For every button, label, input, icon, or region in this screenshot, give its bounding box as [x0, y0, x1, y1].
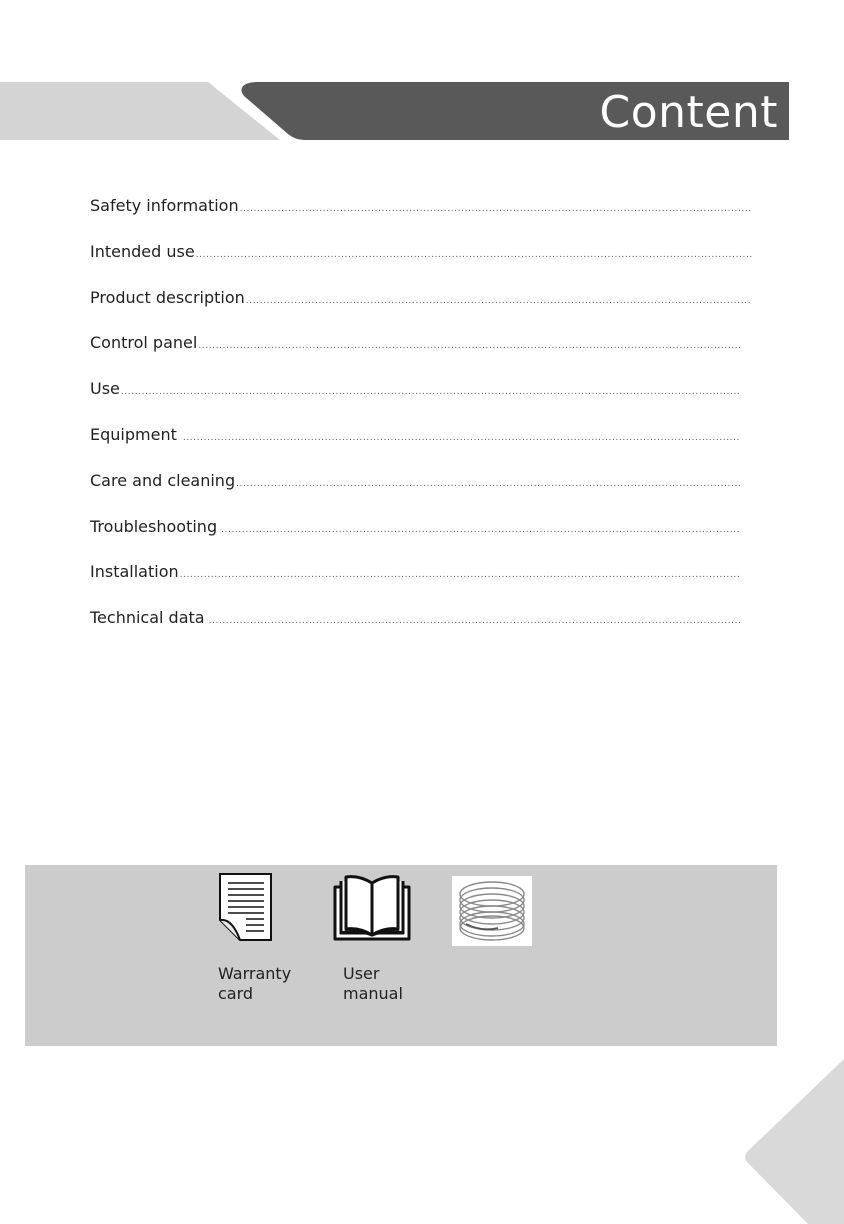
user-manual-label: User manual — [343, 964, 403, 1003]
toc-item-label: Safety information — [90, 196, 239, 215]
toc-leader-dots — [236, 472, 740, 496]
header-light-tab — [0, 82, 280, 140]
toc-item-control-panel[interactable] — [90, 331, 752, 377]
warranty-card-icon — [218, 872, 274, 942]
page-corner-tab — [744, 1059, 844, 1224]
toc-item-technical-data[interactable] — [90, 606, 752, 652]
warranty-card-label: Warranty card — [218, 964, 292, 1003]
toc-item-troubleshooting[interactable] — [90, 515, 752, 561]
toc-item-label: Intended use — [90, 241, 195, 261]
toc-item-product-description[interactable] — [90, 286, 752, 332]
toc-leader-dots — [198, 334, 740, 358]
toc-leader-dots — [240, 197, 752, 221]
toc-item-intended-use[interactable] — [90, 240, 752, 286]
toc-item-equipment[interactable] — [90, 423, 752, 469]
toc-leader-dots — [121, 380, 740, 404]
toc-leader-dots — [246, 289, 752, 313]
toc-leader-dots — [183, 426, 740, 450]
toc-item-label: Technical data — [90, 608, 205, 628]
toc-item-care-and-cleaning[interactable] — [90, 469, 752, 515]
toc-item-use[interactable] — [90, 377, 752, 423]
toc-item-label: Use — [90, 379, 120, 399]
toc-leader-dots — [196, 243, 752, 267]
toc-item-label: Equipment — [90, 424, 177, 444]
table-of-contents — [90, 194, 752, 652]
toc-item-label: Product description — [90, 287, 245, 307]
toc-item-label: Control panel — [90, 333, 198, 353]
toc-item-label: Troubleshooting — [90, 516, 218, 536]
page-header — [0, 0, 844, 150]
toc-item-label: Installation — [90, 562, 179, 582]
toc-leader-dots — [221, 518, 740, 542]
toc-leader-dots — [209, 609, 740, 633]
accessories-panel — [25, 865, 777, 1046]
toc-leader-dots — [180, 563, 740, 587]
user-manual-icon — [332, 875, 412, 943]
toc-item-label: Care and cleaning — [90, 470, 236, 490]
page-title: Content — [599, 87, 778, 138]
toc-item-safety-information[interactable] — [90, 194, 752, 240]
toc-item-installation[interactable] — [90, 560, 752, 606]
coiled-tube-icon — [452, 876, 532, 946]
